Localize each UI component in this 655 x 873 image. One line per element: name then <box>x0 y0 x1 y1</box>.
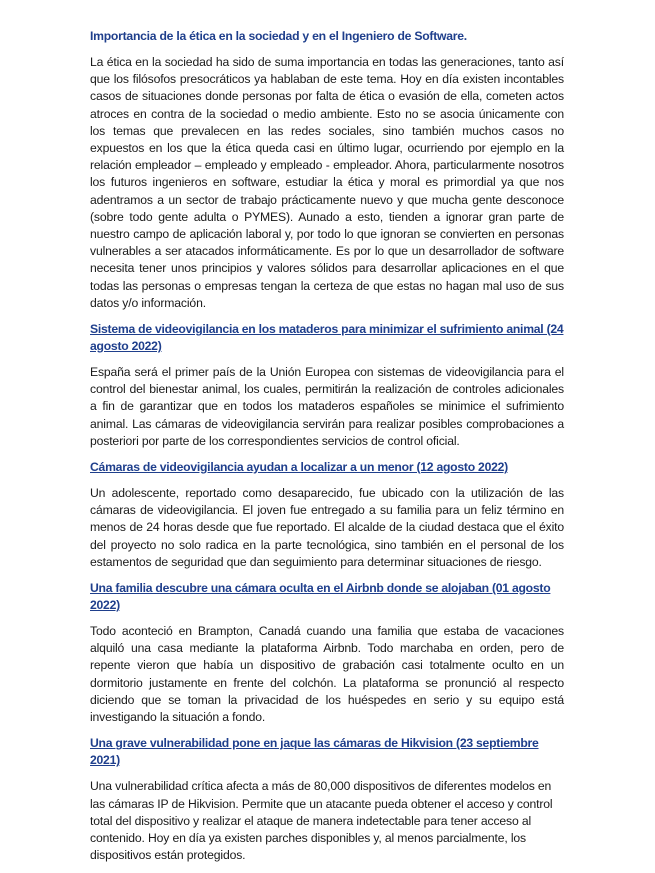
news-body: Una vulnerabilidad crítica afecta a más de 80,000 dispositivos de diferentes modelos en las cámaras IP de Hikvision. Permite que un atacante pueda obtener el acceso y control total del dispositivo y realizar el ataque de manera indetectable para tener acceso al contenido. Hoy en día ya existen parches disponibles y, al menos parcialmente, los dispositivos están protegidos. <box>90 779 553 863</box>
news-title-link[interactable]: Una grave vulnerabilidad pone en jaque las cámaras de Hikvision (23 septiembre 2021) <box>90 736 539 768</box>
intro-title: Importancia de la ética en la sociedad y en el Ingeniero de Software. <box>90 29 467 43</box>
intro-body: La ética en la sociedad ha sido de suma importancia en todas las generaciones, tanto así que los filósofos presocráticos ya hablaban de este tema. Hoy en día existen incontables casos de situaciones donde personas por falta de ética o evasión de ella, cometen actos atroces en contra de la sociedad o medio ambiente. Esto no se asocia únicamente con los temas que prevalecen en las redes sociales, sino también muchos casos no expuestos en los que la ética queda casi en último lugar, ocurriendo por ejemplo en la relación empleador – empleado y empleado - empleador. Ahora, particularmente nosotros los futuros ingenieros en software, estudiar la ética y moral es primordial ya que nos adentramos a un sector de trabajo prácticamente nuevo y que mucha gente desconoce (sobre todo gente adulta o PYMES). Aunado a esto, tienden a ignorar gran parte de nuestro campo de aplicación laboral y, por todo lo que ignoran se convierten en personas vulnerables a ser atacados informáticamente. Es por lo que un desarrollador de software necesita tener unos principios y valores sólidos para desarrollar aplicaciones en el que todas las personas o empresas tengan la certeza de que estas no hagan mal uso de sus datos y/o información. <box>90 55 564 310</box>
news-item <box>90 459 564 571</box>
news-body: Todo aconteció en Brampton, Canadá cuando una familia que estaba de vacaciones alquiló una casa mediante la plataforma Airbnb. Todo marchaba en orden, pero de repente vieron que había un dispositivo de grabación casi totalmente oculto en un dormitorio justamente en frente del colchón. La plataforma se pronunció al respecto diciendo que se toman la privacidad de los huéspedes en serio y su equipo está investigando la situación a fondo. <box>90 624 564 725</box>
news-body: Un adolescente, reportado como desaparecido, fue ubicado con la utilización de las cámaras de videovigilancia. El joven fue entregado a su familia para un feliz término en menos de 24 horas desde que fue reportado. El alcalde de la ciudad destaca que el éxito del proyecto no solo radica en la parte tecnológica, sino también en el personal de los estamentos de seguridad que dan seguimiento para determinar situaciones de riesgo. <box>90 486 564 569</box>
intro-section <box>90 28 564 312</box>
news-body: España será el primer país de la Unión Europea con sistemas de videovigilancia para el control del bienestar animal, los cuales, permitirán la realización de controles adicionales a fin de garantizar que en todos los mataderos españoles se minimice el sufrimiento animal. Las cámaras de videovigilancia servirán para realizar posibles comprobaciones a posteriori por parte de los correspondientes servicios de control oficial. <box>90 365 564 448</box>
news-title-link[interactable]: Cámaras de videovigilancia ayudan a localizar a un menor (12 agosto 2022) <box>90 460 508 475</box>
news-item <box>90 580 564 726</box>
news-item <box>90 321 564 450</box>
news-title-link[interactable]: Sistema de videovigilancia en los mataderos para minimizar el sufrimiento animal (24 agosto 2022) <box>90 322 564 354</box>
news-item <box>90 735 564 864</box>
news-title-link[interactable]: Una familia descubre una cámara oculta en el Airbnb donde se alojaban (01 agosto 2022) <box>90 581 551 613</box>
document-page <box>90 28 564 873</box>
